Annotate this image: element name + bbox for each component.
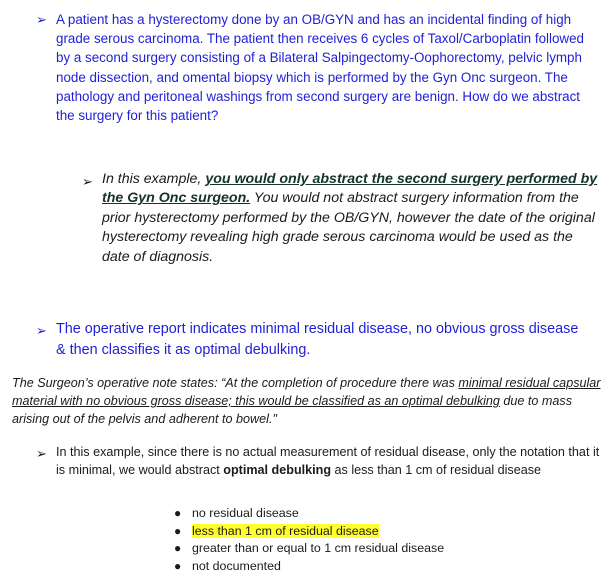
bullet-dot-icon: ● xyxy=(174,558,182,573)
answer-text xyxy=(102,170,602,267)
surgeon-note-post: due to mass arising out of the pelvis and adherent to bowel." xyxy=(12,394,573,427)
bullet-dot-icon: ● xyxy=(174,506,182,520)
arrow-bullet-icon: ➢ xyxy=(36,12,47,27)
operative-report-text: The operative report indicates minimal residual disease, no obvious gross disease & then classifies it as optimal debulking. xyxy=(56,321,579,358)
bullet-dot-icon: ● xyxy=(174,523,182,538)
bullet-dot-icon: ● xyxy=(174,541,182,556)
list-item xyxy=(174,540,444,558)
option-label: greater than or equal to 1 cm residual disease xyxy=(192,541,445,556)
arrow-bullet-icon: ➢ xyxy=(82,174,93,189)
option-label-selected: less than 1 cm of residual disease xyxy=(192,523,379,538)
arrow-bullet-icon: ➢ xyxy=(36,323,47,338)
answer-pre: In this example, xyxy=(102,171,206,187)
example-text xyxy=(56,443,601,480)
arrow-bullet-icon: ➢ xyxy=(36,446,47,461)
list-item xyxy=(174,523,444,541)
example-bold: optimal debulking xyxy=(223,463,332,478)
option-label: no residual disease xyxy=(192,506,299,520)
example-pre: In this example, since there is no actual measurement of residual disease, only the notation that it is minimal, we would abstract xyxy=(56,445,600,478)
list-item xyxy=(174,505,444,523)
surgeon-note-text xyxy=(12,374,612,428)
answer-highlight: you would only abstract the second surgery performed by the Gyn Onc surgeon. xyxy=(102,171,598,207)
surgeon-note-underlined: minimal residual capsular material with no obvious gross disease; this would be classified as an optimal debulking xyxy=(12,376,601,409)
surgeon-note-pre: The Surgeon’s operative note states: “At the completion of procedure there was xyxy=(12,376,459,390)
option-label: not documented xyxy=(192,558,281,573)
answer-post: You would not abstract surgery information from the prior hysterectomy performed by the OB/GYN, however the date of the original hysterectomy revealing high grade serous carcinoma would be used as the date of diagnosis. xyxy=(102,190,595,265)
example-post: as less than 1 cm of residual disease xyxy=(331,463,542,478)
residual-disease-options xyxy=(174,505,444,575)
question-text: A patient has a hysterectomy done by an OB/GYN and has an incidental finding of high grade serous carcinoma. The patient then receives 6 cycles of Taxol/Carboplatin followed by a second surgery consisting of a Bilateral Salpingectomy-Oophorectomy, pelvic lymph node dissection, and omental biopsy which is performed by the Gyn Onc surgeon. The pathology and peritoneal washings from second surgery are benign. How do we abstract the surgery for this patient? xyxy=(56,12,584,124)
list-item xyxy=(174,558,444,576)
